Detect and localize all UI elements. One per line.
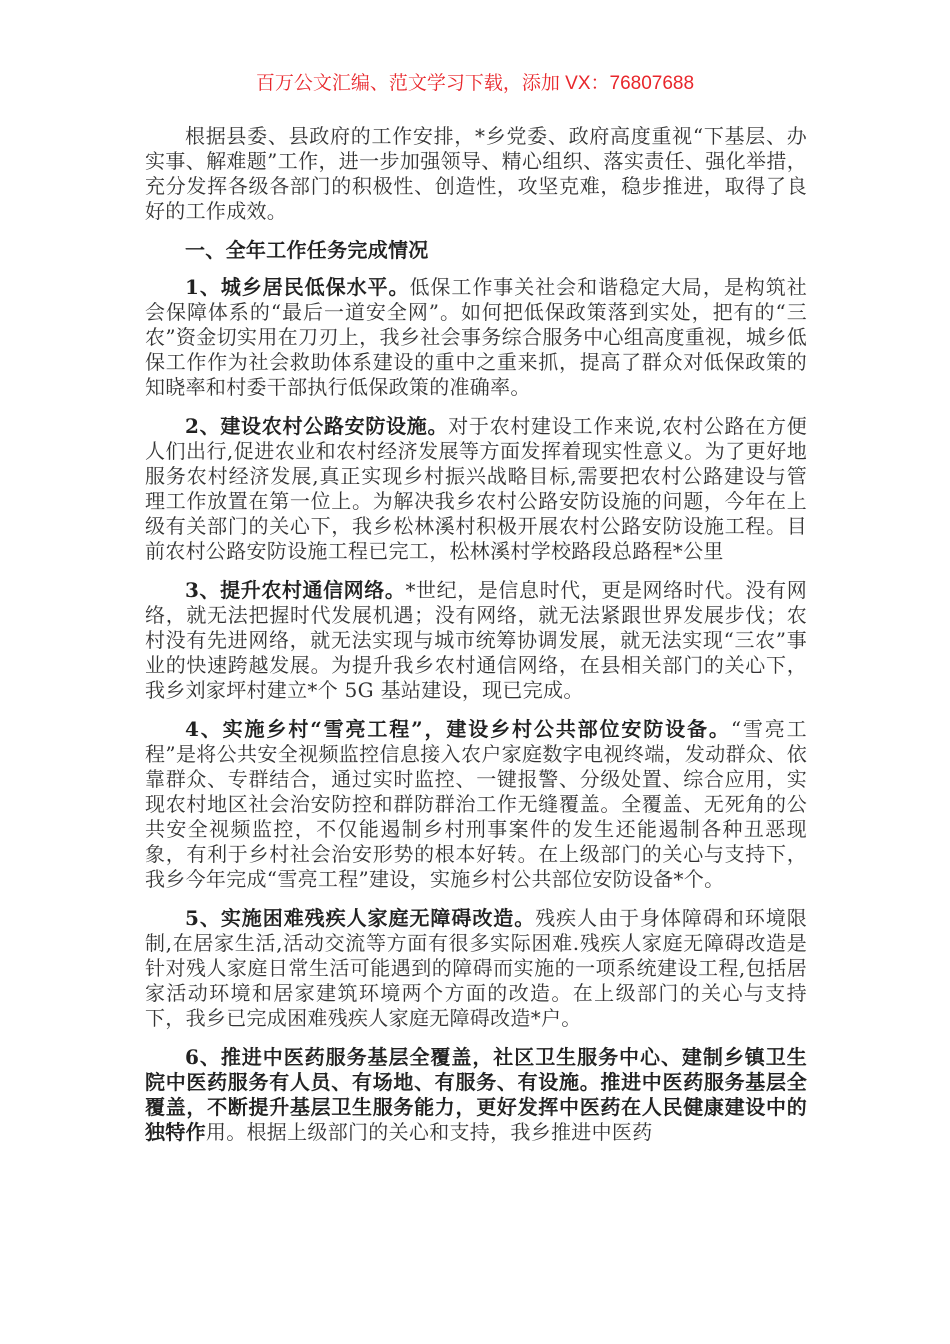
item-paragraph-2 — [145, 414, 807, 564]
paragraph-bold: 1、城乡居民低保水平。 — [185, 275, 410, 299]
paragraph-text: “雪亮工程”是将公共安全视频监控信息接入农户家庭数字电视终端，发动群众、依靠群众、专群结合，通过实时监控、一键报警、分级处置、综合应用，实现农村地区社会治安防控和群防群治工作无缝覆盖。全覆盖、无死角的公共安全视频监控，不仅能遏制乡村刑事案件的发生还能遏制各种丑恶现象，有利于乡村社会治安形势的根本好转。在上级部门的关心与支持下，我乡今年完成“雪亮工程”建设，实施乡村公共部位安防设备*个。 — [145, 717, 807, 891]
paragraph-text: 残疾人由于身体障碍和环境限制,在居家生活,活动交流等方面有很多实际困难.残疾人家庭无障碍改造是针对残人家庭日常生活可能遇到的障碍而实施的一项系统建设工程,包括居家活动环境和居家建筑环境两个方面的改造。在上级部门的关心与支持下，我乡已完成困难残疾人家庭无障碍改造*户。 — [145, 906, 807, 1030]
paragraph-text: 低保工作事关社会和谐稳定大局，是构筑社会保障体系的“最后一道安全网”。如何把低保政策落到实处，把有的“三农”资金切实用在刀刃上，我乡社会事务综合服务中心组高度重视，城乡低保工作作为社会救助体系建设的重中之重来抓，提高了群众对低保政策的知晓率和村委干部执行低保政策的准确率。 — [145, 275, 807, 399]
intro-paragraph — [145, 124, 807, 224]
paragraph-bold: 6、推进中医药服务基层全覆盖，社区卫生服务中心、建制乡镇卫生院中医药服务有人员、有场地、有服务、有设施。推进中医药服务基层全覆盖，不断提升基层卫生服务能力，更好发挥中医药在人民健康建设中的独特作 — [145, 1045, 807, 1144]
item-paragraph-5 — [145, 906, 807, 1031]
section-heading — [145, 238, 807, 263]
paragraph-text: 对于农村建设工作来说,农村公路在方便人们出行,促进农业和农村经济发展等方面发挥着现实性意义。为了更好地服务农村经济发展,真正实现乡村振兴战略目标,需要把农村公路建设与管理工作放置在第一位上。为解决我乡农村公路安防设施的问题，今年在上级有关部门的关心下，我乡松林溪村积极开展农村公路安防设施工程。目前农村公路安防设施工程已完工，松林溪村学校路段总路程*公里 — [145, 414, 807, 563]
paragraph-bold: 4、实施乡村“雪亮工程”，建设乡村公共部位安防设备。 — [185, 717, 731, 741]
paragraph-bold: 5、实施困难残疾人家庭无障碍改造。 — [185, 906, 536, 930]
item-paragraph-6 — [145, 1045, 807, 1145]
document-body — [145, 124, 807, 1159]
watermark-banner: 百万公文汇编、范文学习下载，添加 VX：76807688 — [255, 73, 695, 94]
paragraph-bold: 一、全年工作任务完成情况 — [185, 238, 429, 262]
paragraph-text: 用。根据上级部门的关心和支持，我乡推进中医药 — [205, 1120, 653, 1144]
paragraph-text: 根据县委、县政府的工作安排，*乡党委、政府高度重视“下基层、办实事、解难题”工作，进一步加强领导、精心组织、落实责任、强化举措，充分发挥各级各部门的积极性、创造性，攻坚克难，稳步推进，取得了良好的工作成效。 — [145, 124, 807, 223]
item-paragraph-1 — [145, 275, 807, 400]
item-paragraph-4 — [145, 717, 807, 892]
item-paragraph-3 — [145, 578, 807, 703]
paragraph-bold: 3、提升农村通信网络。 — [185, 578, 406, 602]
paragraph-text: *世纪，是信息时代，更是网络时代。没有网络，就无法把握时代发展机遇；没有网络，就无法紧跟世界发展步伐；农村没有先进网络，就无法实现与城市统筹协调发展，就无法实现“三农”事业的快速跨越发展。为提升我乡农村通信网络，在县相关部门的关心下，我乡刘家坪村建立*个 5G 基站建设，现已完成。 — [145, 578, 807, 702]
paragraph-bold: 2、建设农村公路安防设施。 — [185, 414, 449, 438]
